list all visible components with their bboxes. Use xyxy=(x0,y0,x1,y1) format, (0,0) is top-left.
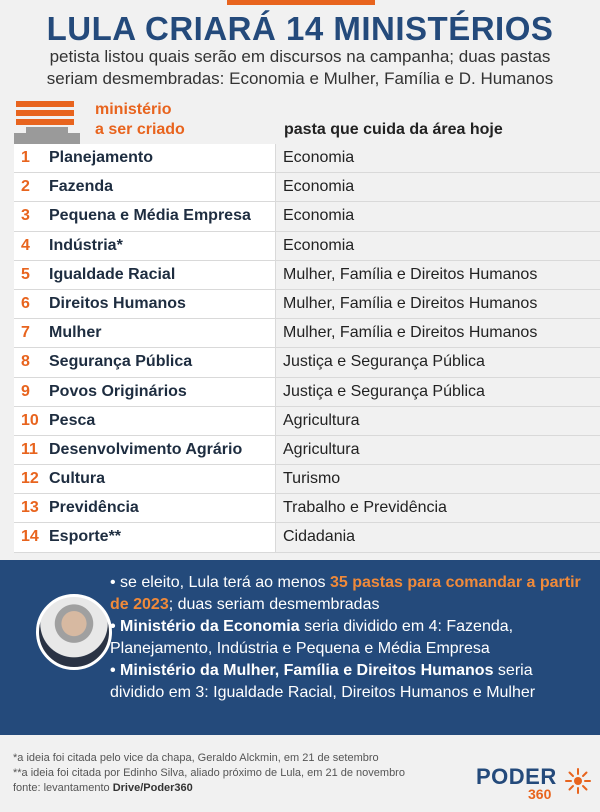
ministerio-name: Desenvolvimento Agrário xyxy=(49,440,243,458)
pasta-atual: Trabalho e Previdência xyxy=(283,499,447,517)
ministerio-name: Pesca xyxy=(49,411,96,429)
footnote-1: *a ideia foi citada pelo vice da chapa, Geraldo Alckmin, em 21 de setembro xyxy=(13,752,379,764)
row-number: 11 xyxy=(21,440,38,458)
row-number: 12 xyxy=(21,470,39,488)
ministerio-name: Esporte** xyxy=(49,528,122,546)
ministerio-cell xyxy=(14,144,276,172)
ministerio-cell xyxy=(14,261,276,289)
pasta-atual: Turismo xyxy=(283,470,341,488)
page-title: LULA CRIARÁ 14 MINISTÉRIOS xyxy=(46,10,554,47)
ministerio-name: Segurança Pública xyxy=(49,353,193,371)
pasta-atual: Agricultura xyxy=(283,440,360,458)
table-row xyxy=(14,261,600,290)
info-bullets xyxy=(110,572,590,704)
ministerio-name: Indústria* xyxy=(49,236,123,254)
ministerio-cell xyxy=(14,436,276,464)
row-number: 1 xyxy=(21,149,30,166)
pasta-atual: Economia xyxy=(283,236,355,254)
page-subtitle xyxy=(10,46,590,90)
header-ministerio: ministério a ser criado xyxy=(95,101,185,138)
ministerio-name: Previdência xyxy=(49,499,139,517)
ministerio-cell xyxy=(14,173,276,201)
ministerio-cell xyxy=(14,494,276,522)
top-accent-bar xyxy=(227,0,375,5)
table-row xyxy=(14,494,600,523)
lula-portrait-avatar xyxy=(36,594,112,670)
footnotes xyxy=(13,751,405,796)
footnote-2: **a ideia foi citada por Edinho Silva, aliado próximo de Lula, em 21 de novembro xyxy=(13,767,405,779)
row-number: 14 xyxy=(21,528,39,546)
pasta-atual: Cidadania xyxy=(283,528,356,546)
table-row xyxy=(14,378,600,407)
subtitle-line-1: petista listou quais serão em discursos na campanha; duas pastas xyxy=(49,47,551,66)
source-note: fonte: levantamento Drive/Poder360 xyxy=(13,782,193,794)
row-number: 4 xyxy=(21,236,30,254)
row-number: 9 xyxy=(21,382,30,400)
ministerio-cell xyxy=(14,348,276,376)
ministerio-cell xyxy=(14,378,276,406)
ministerio-cell xyxy=(14,202,276,230)
pasta-atual: Mulher, Família e Direitos Humanos xyxy=(283,324,538,342)
row-number: 2 xyxy=(21,178,30,196)
table-row xyxy=(14,407,600,436)
table-row xyxy=(14,436,600,465)
row-number: 6 xyxy=(21,294,30,312)
ministerio-name: Igualdade Racial xyxy=(49,265,176,283)
ministry-building-icon xyxy=(14,101,80,144)
bullet-3: • Ministério da Mulher, Família e Direitos Humanos seria dividido em 3: Igualdade Racial, Direitos Humanos e Mulher xyxy=(110,662,536,701)
table-row xyxy=(14,319,600,348)
row-number: 8 xyxy=(21,353,30,371)
poder360-logo: PODER 360 xyxy=(476,764,591,804)
ministerio-cell xyxy=(14,523,276,551)
table-row xyxy=(14,144,600,173)
pasta-atual: Mulher, Família e Direitos Humanos xyxy=(283,265,538,283)
table-row xyxy=(14,523,600,552)
ministerio-name: Povos Originários xyxy=(49,382,187,400)
table-row xyxy=(14,348,600,377)
pasta-atual: Agricultura xyxy=(283,411,360,429)
ministerio-name: Pequena e Média Empresa xyxy=(49,207,251,225)
ministerio-name: Direitos Humanos xyxy=(49,294,186,312)
row-number: 10 xyxy=(21,411,39,429)
pasta-atual: Economia xyxy=(283,207,355,225)
ministerio-name: Cultura xyxy=(49,470,105,488)
ministerio-cell xyxy=(14,465,276,493)
row-number: 13 xyxy=(21,499,39,517)
ministerio-name: Mulher xyxy=(49,324,102,342)
pasta-atual: Economia xyxy=(283,178,355,196)
ministerio-cell xyxy=(14,319,276,347)
table-row xyxy=(14,173,600,202)
pasta-atual: Justiça e Segurança Pública xyxy=(283,382,485,400)
ministerio-cell xyxy=(14,232,276,260)
table-row xyxy=(14,465,600,494)
table-row xyxy=(14,290,600,319)
pasta-atual: Justiça e Segurança Pública xyxy=(283,353,485,371)
row-number: 5 xyxy=(21,265,30,283)
info-panel xyxy=(0,560,600,735)
pasta-atual: Economia xyxy=(283,149,355,166)
bullet-1: • se eleito, Lula terá ao menos 35 pastas para comandar a partir de 2023; duas seriam desmembradas xyxy=(110,574,581,613)
ministerio-name: Fazenda xyxy=(49,178,114,196)
sun-rays-icon xyxy=(564,767,592,795)
pasta-atual: Mulher, Família e Direitos Humanos xyxy=(283,294,538,312)
row-number: 7 xyxy=(21,324,30,342)
ministries-table xyxy=(14,144,600,553)
row-number: 3 xyxy=(21,207,30,225)
header-pasta: pasta que cuida da área hoje xyxy=(284,121,503,138)
ministerio-name: Planejamento xyxy=(49,149,154,166)
ministerio-cell xyxy=(14,290,276,318)
table-row xyxy=(14,232,600,261)
table-row xyxy=(14,202,600,231)
ministerio-cell xyxy=(14,407,276,435)
bullet-2: • Ministério da Economia seria dividido em 4: Fazenda, Planejamento, Indústria e Pequena e Média Empresa xyxy=(110,618,514,657)
subtitle-line-2: seriam desmembradas: Economia e Mulher, Família e D. Humanos xyxy=(46,69,554,88)
